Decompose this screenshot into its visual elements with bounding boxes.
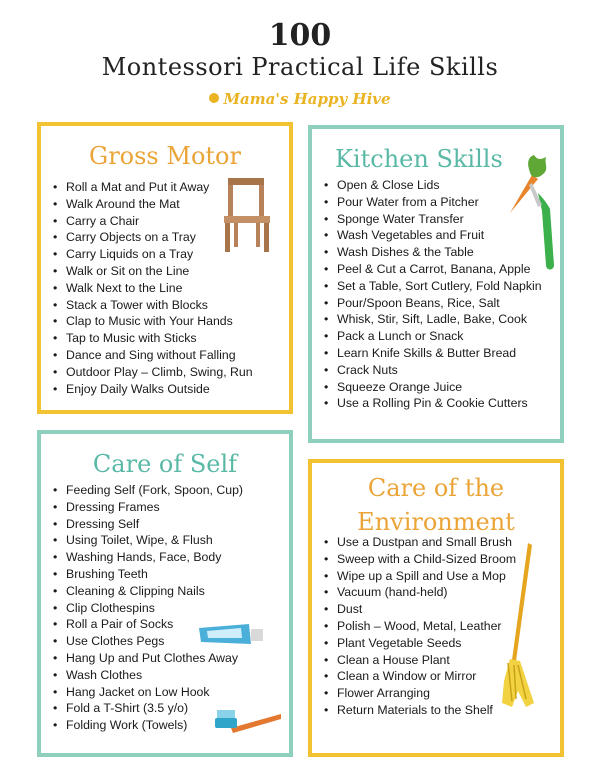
list-item: • Washing Hands, Face, Body [51,549,243,566]
list-item: • Fold a T-Shirt (3.5 y/o) [51,700,243,717]
list-item: • Roll a Mat and Put it Away [51,179,253,196]
list-item: • Walk Next to the Line [51,280,253,297]
list-item: • Sweep with a Child-Sized Broom [322,551,516,568]
toothbrush-icon [213,704,283,738]
bee-icon [209,93,219,103]
list-item: • Learn Knife Skills & Butter Bread [322,345,552,362]
care-of-self-list [51,482,243,734]
list-item: • Cleaning & Clipping Nails [51,583,243,600]
title-number: 100 [268,18,332,53]
list-item: • Carry a Chair [51,213,253,230]
brand-logo [0,90,600,108]
list-item: • Clap to Music with Your Hands [51,313,253,330]
list-item: • Stack a Tower with Blocks [51,297,253,314]
list-item: • Dust [322,601,516,618]
list-item: • Vacuum (hand-held) [322,584,516,601]
care-of-self-heading: Care of Self [92,450,238,478]
list-item: • Use a Rolling Pin & Cookie Cutters [322,395,552,412]
list-item: • Dance and Sing without Falling [51,347,253,364]
list-item: • Folding Work (Towels) [51,717,243,734]
list-item: • Clean a House Plant [322,652,516,669]
list-item: • Peel & Cut a Carrot, Banana, Apple [322,261,552,278]
care-of-environment-list [322,534,516,719]
list-item: • Outdoor Play – Climb, Swing, Run [51,364,253,381]
chair-icon [216,176,278,254]
list-item: • Tap to Music with Sticks [51,330,253,347]
brand-name: Mama's Happy Hive [223,90,391,108]
list-item: • Walk or Sit on the Line [51,263,253,280]
list-item: • Clip Clothespins [51,600,243,617]
list-item: • Pack a Lunch or Snack [322,328,552,345]
list-item: • Use a Dustpan and Small Brush [322,534,516,551]
list-item: • Flower Arranging [322,685,516,702]
care-of-environment-panel [308,459,564,757]
list-item: • Set a Table, Sort Cutlery, Fold Napkin [322,278,552,295]
list-item: • Hang Jacket on Low Hook [51,684,243,701]
page-title: Montessori Practical Life Skills [101,53,499,81]
care-of-environment-heading-line2: Environment [357,508,515,536]
list-item: • Using Toilet, Wipe, & Flush [51,532,243,549]
toothpaste-icon [197,622,269,648]
list-item: • Enjoy Daily Walks Outside [51,381,253,398]
list-item: • Roll a Pair of Socks [51,616,243,633]
list-item: • Wash Vegetables and Fruit [322,227,552,244]
list-item: • Polish – Wood, Metal, Leather [322,618,516,635]
list-item: • Wash Dishes & the Table [322,244,552,261]
list-item: • Wash Clothes [51,667,243,684]
list-item: • Whisk, Stir, Sift, Ladle, Bake, Cook [322,311,552,328]
list-item: • Open & Close Lids [322,177,552,194]
care-of-environment-heading [312,471,560,539]
care-of-environment-heading-line1: Care of the [367,474,505,502]
kitchen-skills-heading: Kitchen Skills [335,145,503,173]
list-item: • Wipe up a Spill and Use a Mop [322,568,516,585]
list-item: • Sponge Water Transfer [322,211,552,228]
list-item: • Return Materials to the Shelf [322,702,516,719]
broom-icon [498,541,542,711]
list-item: • Plant Vegetable Seeds [322,635,516,652]
list-item: • Carry Liquids on a Tray [51,246,253,263]
list-item: • Hang Up and Put Clothes Away [51,650,243,667]
gross-motor-panel [37,122,293,414]
list-item: • Feeding Self (Fork, Spoon, Cup) [51,482,243,499]
list-item: • Squeeze Orange Juice [322,379,552,396]
list-item: • Dressing Frames [51,499,243,516]
list-item: • Brushing Teeth [51,566,243,583]
kitchen-skills-panel [308,125,564,443]
list-item: • Pour/Spoon Beans, Rice, Salt [322,295,552,312]
list-item: • Dressing Self [51,516,243,533]
care-of-self-panel [37,430,293,757]
list-item: • Clean a Window or Mirror [322,668,516,685]
gross-motor-heading: Gross Motor [89,142,241,170]
list-item: • Crack Nuts [322,362,552,379]
carrot-peeler-icon [498,153,560,275]
list-item: • Carry Objects on a Tray [51,229,253,246]
list-item: • Walk Around the Mat [51,196,253,213]
list-item: • Pour Water from a Pitcher [322,194,552,211]
list-item: • Use Clothes Pegs [51,633,243,650]
